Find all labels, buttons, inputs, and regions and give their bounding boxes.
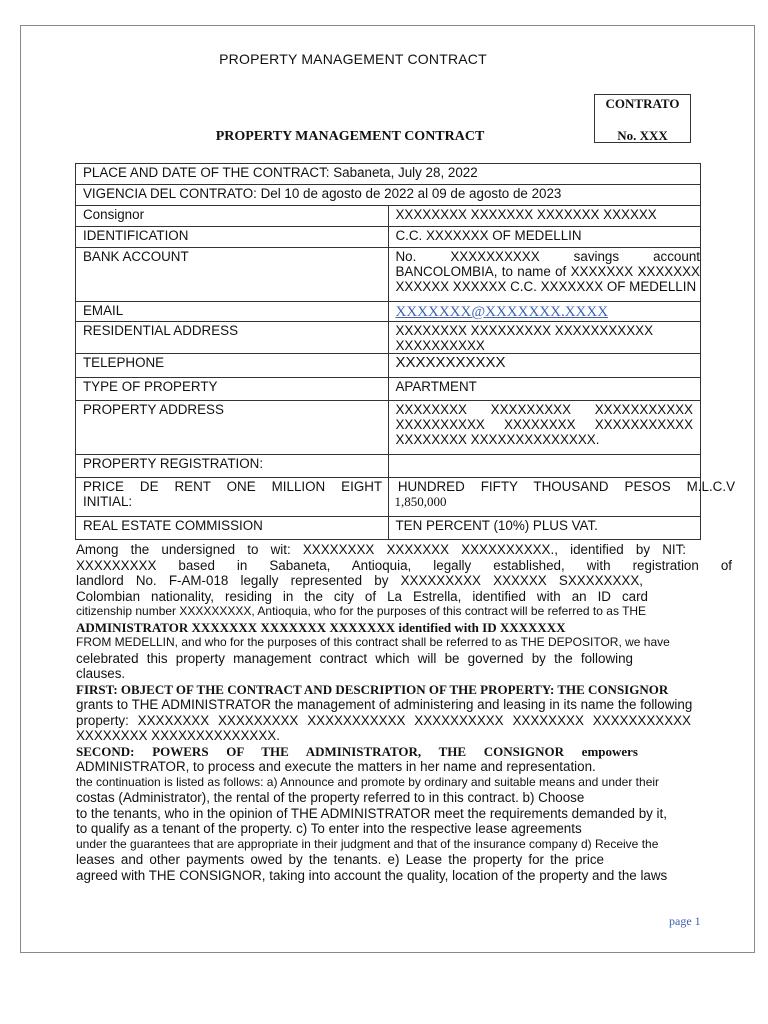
document-subtitle: PROPERTY MANAGEMENT CONTRACT [215, 129, 485, 144]
price-amount: 1,850,000 [394, 494, 447, 509]
body-line: XXXXXXXX XXXXXXXXXXXXXX. [76, 728, 280, 743]
table-row [76, 185, 701, 206]
row-value: C.C. XXXXXXX OF MEDELLIN [388, 227, 701, 248]
body-line: the continuation is listed as follows: a) Announce and promote by ordinary and suitable means and under their [76, 774, 660, 789]
email-link[interactable]: XXXXXXX@XXXXXXX.XXXX [395, 304, 609, 320]
contract-number-box [594, 94, 691, 143]
body-line: FIRST: OBJECT OF THE CONTRACT AND DESCRIPTION OF THE PROPERTY: THE CONSIGNOR [76, 681, 669, 697]
row-label: PROPERTY ADDRESS [76, 401, 389, 455]
body-line: clauses. [76, 666, 126, 681]
row-label: Consignor [76, 206, 389, 227]
table-row [76, 227, 701, 248]
body-line: citizenship number XXXXXXXXX, Antioquia, who for the purposes of this contract will be referred to as THE [76, 604, 647, 618]
row-label: REAL ESTATE COMMISSION [76, 517, 389, 540]
row-value: APARTMENT [388, 378, 701, 401]
body-line: under the guarantees that are appropriate in their judgment and that of the insurance company d) Receive the [76, 836, 659, 851]
row-label: EMAIL [76, 302, 389, 322]
email-value[interactable] [388, 302, 701, 322]
body-line: Colombian nationality, residing in the city of La Estrella, identified with an ID card [76, 588, 648, 604]
contract-info-table [75, 163, 735, 540]
price-label-line2: INITIAL: [83, 494, 133, 509]
body-line: agreed with THE CONSIGNOR, taking into account the quality, location of the property and the laws [76, 867, 668, 883]
body-line: to qualify as a tenant of the property. c) To enter into the respective lease agreements [76, 821, 582, 836]
table-row [76, 302, 701, 322]
body-line: costas (Administrator), the rental of the property referred to in this contract. b) Choose [76, 790, 585, 805]
table-row [76, 455, 701, 478]
row-value: XXXXXXXX XXXXXXXXX XXXXXXXXXXX XXXXXXXXXX XXXXXXXX XXXXXXXXXXX XXXXXXXX XXXXXXXXXXXXXX. [388, 401, 701, 455]
contract-body [76, 542, 732, 883]
body-line: to the tenants, who in the opinion of THE ADMINISTRATOR meet the requirements demanded by it, [76, 805, 667, 821]
row-value: XXXXXXXX XXXXXXXXX XXXXXXXXXXX XXXXXXXXXX [388, 322, 701, 354]
row-value: XXXXXXXX XXXXXXX XXXXXXX XXXXXX [388, 206, 701, 227]
row-value: TEN PERCENT (10%) PLUS VAT. [388, 517, 701, 540]
table-row [76, 378, 701, 401]
row-label: IDENTIFICATION [76, 227, 389, 248]
table-row [76, 401, 701, 455]
row-label: PROPERTY REGISTRATION: [76, 455, 389, 478]
body-line: celebrated this property management contract which will be governed by the following [76, 650, 633, 666]
row-value: XXXXXXXXXXX [388, 354, 701, 378]
body-line: XXXXXXXXX based in Sabaneta, Antioquia, legally established, with registration of [76, 557, 732, 573]
body-line: ADMINISTRATOR, to process and execute the matters in her name and representation. [76, 759, 596, 774]
row-value [388, 455, 701, 478]
body-line: Among the undersigned to wit: XXXXXXXX XXXXXXX XXXXXXXXXX., identified by NIT: [76, 542, 686, 557]
table-row [76, 206, 701, 227]
document-header-title: PROPERTY MANAGEMENT CONTRACT [219, 51, 487, 67]
body-line: leases and other payments owed by the tenants. e) Lease the property for the price [76, 852, 604, 867]
row-label: TELEPHONE [76, 354, 389, 378]
price-label-line1: PRICE DE RENT ONE MILLION EIGHT HUNDRED FIFTY THOUSAND PESOS M.L.C.V [83, 479, 735, 494]
row-value: No. XXXXXXXXXX savings account BANCOLOMBIA, to name of XXXXXXX XXXXXXX XXXXXX XXXXXX C.C. XXXXXXX OF MEDELLIN [388, 248, 701, 302]
place-date-cell: PLACE AND DATE OF THE CONTRACT: Sabaneta, July 28, 2022 [76, 164, 701, 185]
table-row [76, 354, 701, 378]
row-label: RESIDENTIAL ADDRESS [76, 322, 389, 354]
body-line: SECOND: POWERS OF THE ADMINISTRATOR, THE CONSIGNOR empowers [76, 743, 638, 759]
body-line: grants to THE ADMINISTRATOR the management of administering and leasing in its name the following [76, 697, 693, 712]
body-line: landlord No. F-AM-018 legally represented by XXXXXXXXX XXXXXX SXXXXXXXX, [76, 573, 643, 588]
table-row [76, 248, 701, 302]
table-row [76, 478, 701, 517]
vigencia-cell: VIGENCIA DEL CONTRATO: Del 10 de agosto de 2022 al 09 de agosto de 2023 [76, 185, 701, 206]
table-row [76, 164, 701, 185]
body-line: ADMINISTRATOR XXXXXXX XXXXXXX XXXXXXX identified with ID XXXXXXX [76, 619, 566, 635]
table-row [76, 517, 701, 540]
body-line: property: XXXXXXXX XXXXXXXXX XXXXXXXXXXX XXXXXXXXXX XXXXXXXX XXXXXXXXXXX [76, 712, 691, 728]
row-label: BANK ACCOUNT [76, 248, 389, 302]
table-row [76, 322, 701, 354]
contrato-number: No. XXX [617, 128, 668, 143]
body-line: FROM MEDELLIN, and who for the purposes of this contract shall be referred to as THE DEPOSITOR, we have [76, 635, 670, 649]
row-label: TYPE OF PROPERTY [76, 378, 389, 401]
contrato-label: CONTRATO [605, 96, 680, 111]
page-number: page 1 [669, 914, 701, 928]
